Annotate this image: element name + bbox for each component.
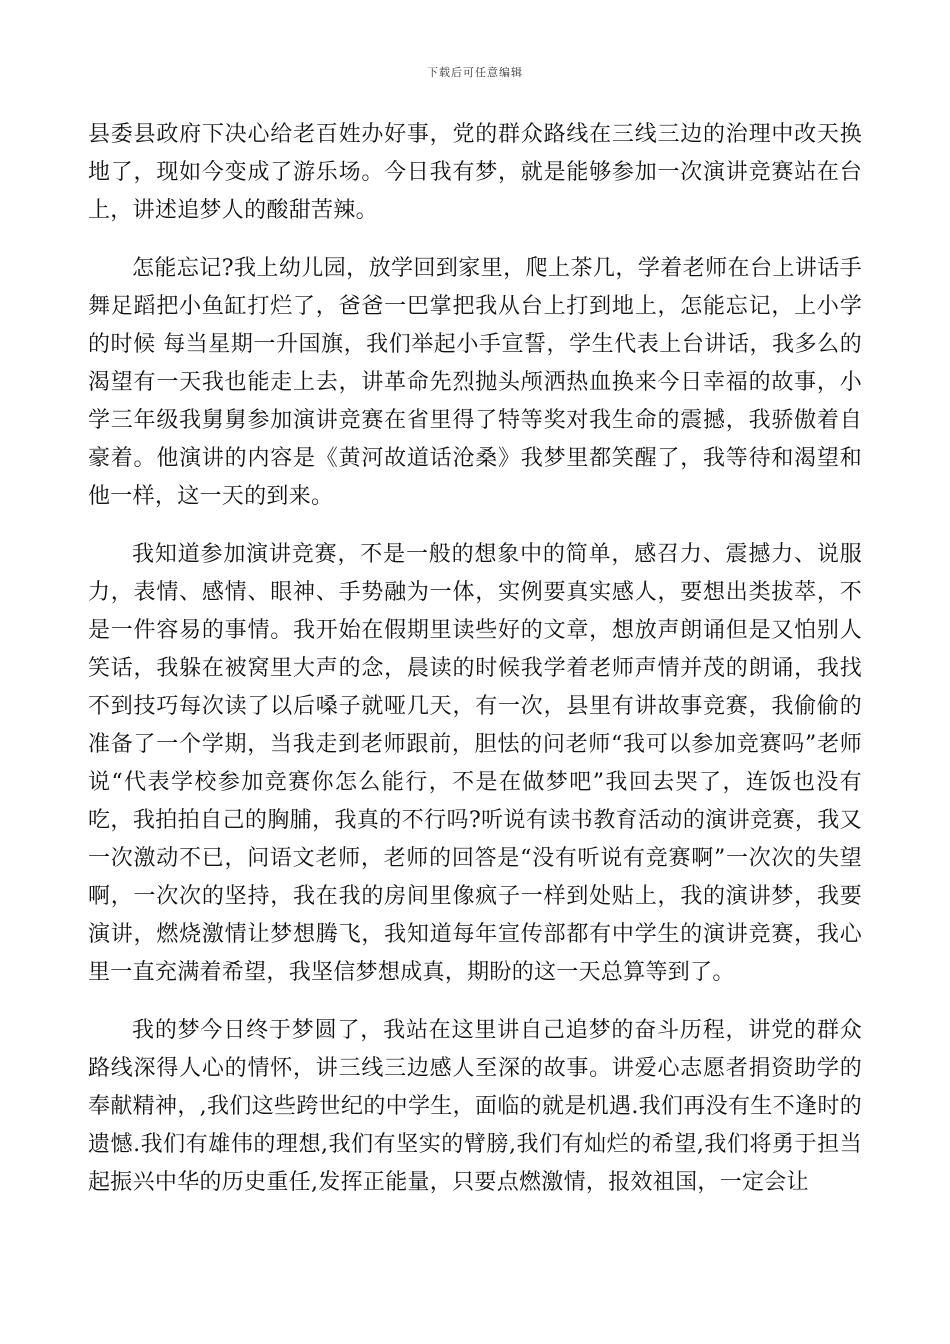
document-body (88, 116, 862, 1222)
paragraph-4: 我的梦今日终于梦圆了，我站在这里讲自己追梦的奋斗历程，讲党的群众路线深得人心的情怀，讲三线三边感人至深的故事。讲爱心志愿者捐资助学的奉献精神，,我们这些跨世纪的中学生，面临的就是机遇.我们再没有生不逢时的遗憾.我们有雄伟的理想,我们有坚实的臂膀,我们有灿烂的希望,我们将勇于担当起振兴中华的历史重任,发挥正能量，只要点燃激情，报效祖国，一定会让 (88, 1018, 862, 1195)
page-header-note: 下载后可任意编辑 (427, 66, 523, 79)
paragraph-3: 我知道参加演讲竞赛，不是一般的想象中的简单，感召力、震撼力、说服力，表情、感情、眼神、手势融为一体，实例要真实感人，要想出类拔萃，不是一件容易的事情。我开始在假期里读些好的文章，想放声朗诵但是又怕别人笑话，我躲在被窝里大声的念，晨读的时候我学着老师声情并茂的朗诵，我找不到技巧每次读了以后嗓子就哑几天，有一次，县里有讲故事竞赛，我偷偷的准备了一个学期，当我走到老师跟前，胆怯的问老师“我可以参加竞赛吗”老师说“代表学校参加竞赛你怎么能行，不是在做梦吧”我回去哭了，连饭也没有吃，我拍拍自己的胸脯，我真的不行吗?听说有读书教育活动的演讲竞赛，我又一次激动不已，问语文老师，老师的回答是“没有听说有竞赛啊”一次次的失望啊，一次次的坚持，我在我的房间里像疯子一样到处贴上，我的演讲梦，我要演讲，燃烧激情让梦想腾飞，我知道每年宣传部都有中学生的演讲竞赛，我心里一直充满着希望，我坚信梦想成真，期盼的这一天总算等到了。 (88, 542, 862, 985)
paragraph-1: 县委县政府下决心给老百姓办好事，党的群众路线在三线三边的治理中改天换地了，现如今变成了游乐场。今日我有梦，就是能够参加一次演讲竞赛站在台上，讲述追梦人的酸甜苦辣。 (88, 122, 862, 223)
paragraph-2: 怎能忘记?我上幼儿园，放学回到家里，爬上茶几，学着老师在台上讲话手舞足蹈把小鱼缸打烂了，爸爸一巴掌把我从台上打到地上，怎能忘记，上小学的时候 每当星期一升国旗，我们举起小手宣誓，学生代表上台讲话，我多么的渴望有一天我也能走上去，讲革命先烈抛头颅洒热血换来今日幸福的故事，小学三年级我舅舅参加演讲竞赛在省里得了特等奖对我生命的震撼，我骄傲着自豪着。他演讲的内容是《黄河故道话沧桑》我梦里都笑醒了，我等待和渴望和他一样，这一天的到来。 (88, 256, 862, 509)
